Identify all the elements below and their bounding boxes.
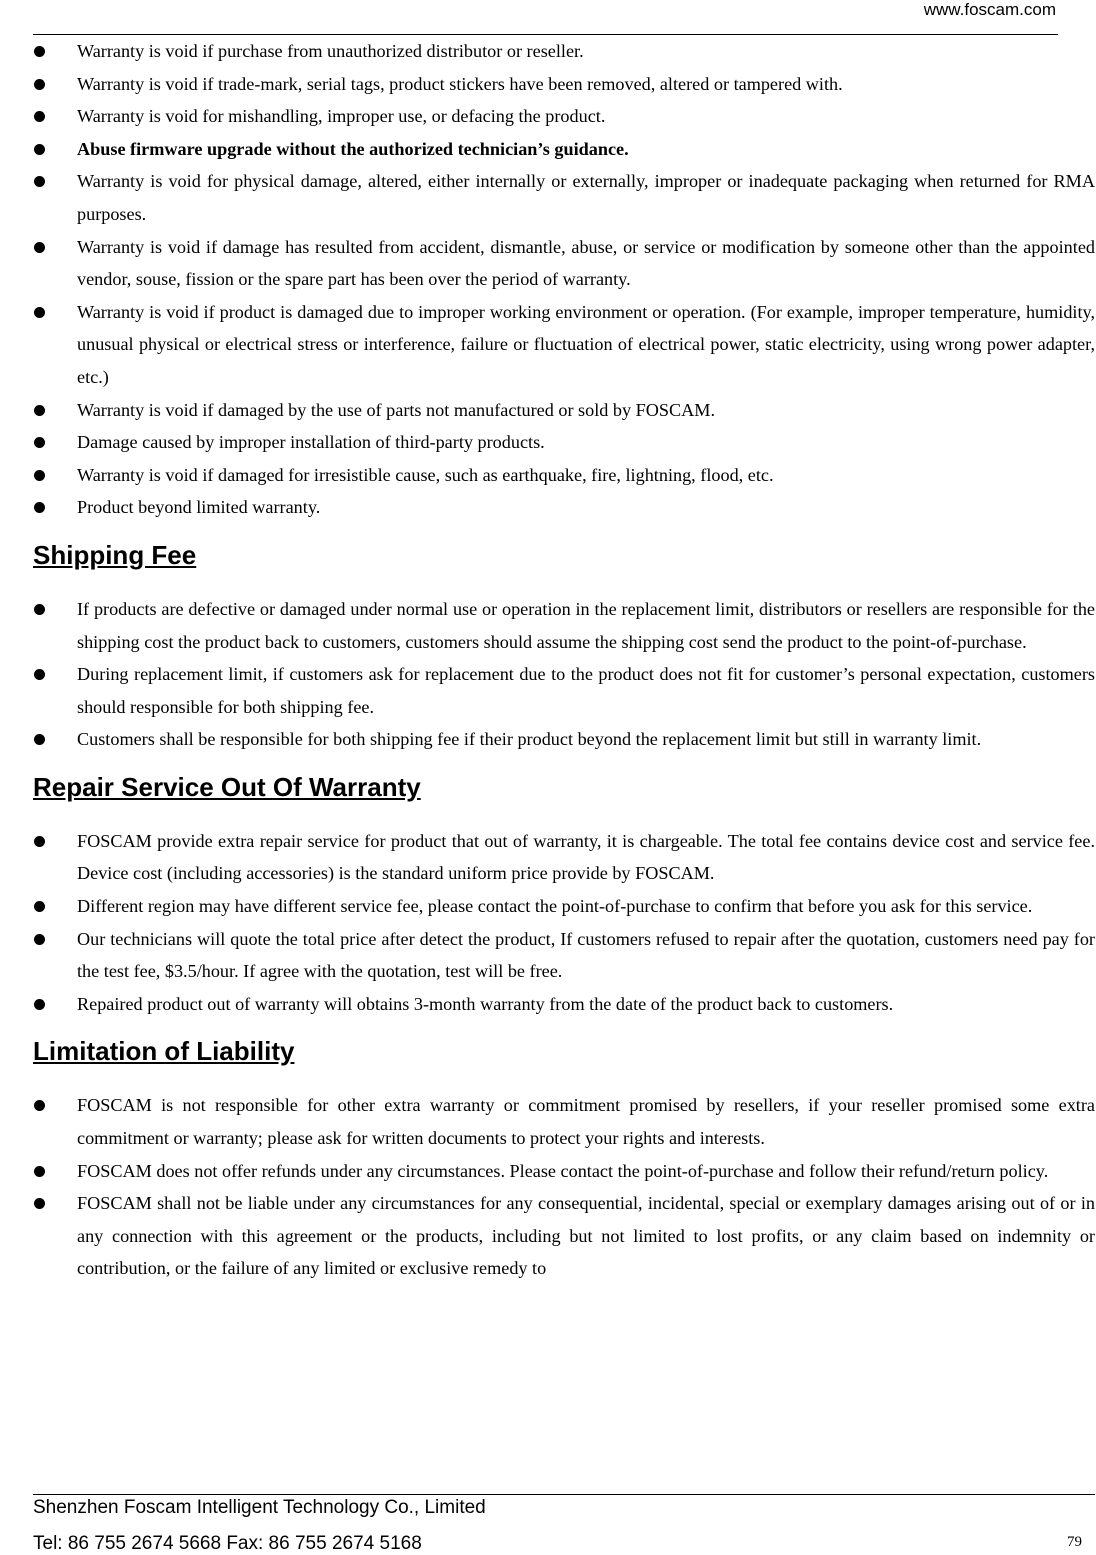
list-item: Product beyond limited warranty. [33, 491, 1095, 524]
bullet-icon [34, 176, 45, 187]
section-title-repair-service: Repair Service Out Of Warranty [33, 771, 421, 802]
bullet-icon [34, 669, 45, 680]
bullet-icon [34, 242, 45, 253]
list-item: FOSCAM is not responsible for other extra warranty or commitment promised by resellers, if your reseller promised some extra commitment or warranty; please ask for written documents to protect your rights and interests. [33, 1089, 1095, 1154]
list-item: Customers shall be responsible for both shipping fee if their product beyond the replacement limit but still in warranty limit. [33, 723, 1095, 756]
footer-company: Shenzhen Foscam Intelligent Technology Co., Limited [33, 1497, 486, 1518]
list-item: Warranty is void if product is damaged due to improper working environment or operation. (For example, improper temperature, humidity, unusual physical or electrical stress or interference, failure or fluctuation of electrical power, static electricity, using wrong power adapter, etc.) [33, 296, 1095, 394]
bullet-icon [34, 1198, 45, 1209]
footer-divider [33, 1494, 1095, 1495]
repair-service-list [33, 825, 1095, 1021]
list-item: If products are defective or damaged under normal use or operation in the replacement limit, distributors or resellers are responsible for the shipping cost the product back to customers, customers should assume the shipping cost send the product to the point-of-purchase. [33, 593, 1095, 658]
list-item: Damage caused by improper installation of third-party products. [33, 426, 1095, 459]
bullet-icon [34, 502, 45, 513]
bullet-icon [34, 46, 45, 57]
list-item: Our technicians will quote the total price after detect the product, If customers refused to repair after the quotation, customers need pay for the test fee, $3.5/hour. If agree with the quotation, test will be free. [33, 923, 1095, 988]
list-item: Warranty is void if damaged by the use of parts not manufactured or sold by FOSCAM. [33, 394, 1095, 427]
bullet-icon [34, 470, 45, 481]
document-body [33, 35, 1095, 1285]
bullet-icon [34, 111, 45, 122]
bullet-icon [34, 934, 45, 945]
list-item: FOSCAM provide extra repair service for product that out of warranty, it is chargeable. The total fee contains device cost and service fee. Device cost (including accessories) is the standard uniform price provide by FOSCAM. [33, 825, 1095, 890]
list-item: Warranty is void for physical damage, altered, either internally or externally, improper or inadequate packaging when returned for RMA purposes. [33, 165, 1095, 230]
header-url: www.foscam.com [923, 0, 1056, 19]
bullet-icon [34, 1100, 45, 1111]
bullet-icon [34, 144, 45, 155]
list-item: Abuse firmware upgrade without the authorized technician’s guidance. [33, 133, 1095, 166]
bullet-icon [34, 999, 45, 1010]
list-item: Different region may have different service fee, please contact the point-of-purchase to confirm that before you ask for this service. [33, 890, 1095, 923]
bullet-icon [34, 901, 45, 912]
bullet-icon [34, 79, 45, 90]
section-title-limitation: Limitation of Liability [33, 1036, 295, 1067]
limitation-list [33, 1089, 1095, 1285]
page-number: 79 [1067, 1534, 1082, 1550]
list-item: Warranty is void if damage has resulted from accident, dismantle, abuse, or service or modification by someone other than the appointed vendor, souse, fission or the spare part has been over the period of warranty. [33, 231, 1095, 296]
list-item: Warranty is void if purchase from unauthorized distributor or reseller. [33, 35, 1095, 68]
bullet-icon [34, 604, 45, 615]
bullet-icon [34, 437, 45, 448]
list-item: Warranty is void if damaged for irresistible cause, such as earthquake, fire, lightning, flood, etc. [33, 459, 1095, 492]
warranty-void-list [33, 35, 1095, 524]
bullet-icon [34, 1166, 45, 1177]
footer-contact: Tel: 86 755 2674 5668 Fax: 86 755 2674 5168 [33, 1533, 422, 1554]
list-item: FOSCAM shall not be liable under any circumstances for any consequential, incidental, special or exemplary damages arising out of or in any connection with this agreement or the products, including but not limited to lost profits, or any claim based on indemnity or contribution, or the failure of any limited or exclusive remedy to [33, 1187, 1095, 1285]
list-item: Warranty is void for mishandling, improper use, or defacing the product. [33, 100, 1095, 133]
shipping-fee-list [33, 593, 1095, 756]
bullet-icon [34, 307, 45, 318]
bullet-icon [34, 405, 45, 416]
list-item: During replacement limit, if customers ask for replacement due to the product does not fit for customer’s personal expectation, customers should responsible for both shipping fee. [33, 658, 1095, 723]
bullet-icon [34, 734, 45, 745]
list-item: Repaired product out of warranty will obtains 3-month warranty from the date of the product back to customers. [33, 988, 1095, 1021]
bullet-icon [34, 836, 45, 847]
list-item: Warranty is void if trade-mark, serial tags, product stickers have been removed, altered or tampered with. [33, 68, 1095, 101]
section-title-shipping-fee: Shipping Fee [33, 539, 197, 570]
list-item: FOSCAM does not offer refunds under any circumstances. Please contact the point-of-purchase and follow their refund/return policy. [33, 1155, 1095, 1188]
